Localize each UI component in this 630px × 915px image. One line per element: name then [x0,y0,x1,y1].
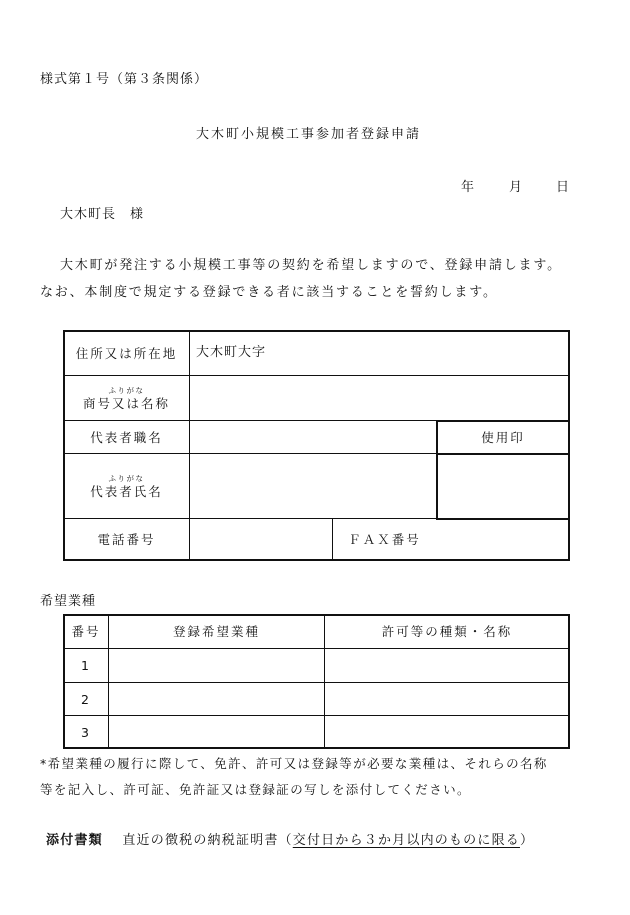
rep-title-label: 代表者職名 [90,429,163,445]
date-month: 月 [509,180,524,195]
attachment-condition: 交付日から３か月以内のものに限る [292,833,520,848]
attachment-label: 添付書類 [46,833,103,848]
address-label: 住所又は所在地 [75,345,178,361]
fax-label: ＦＡＸ番号 [348,532,421,547]
table-row-number: 3 [81,724,91,740]
table-row-industry[interactable] [109,683,324,715]
industry-heading: 希望業種 [40,594,97,609]
attachment-close: ） [519,833,535,848]
body-line-1: 大木町が発注する小規模工事等の契約を希望しますので、登録申請します。 [60,258,562,273]
table-row-permit[interactable] [325,649,569,682]
table-row-number: 1 [81,658,91,673]
form-number-label: 様式第１号（第３条関係） [40,72,209,87]
phone-label: 電話番号 [97,532,156,547]
col-header-permit: 許可等の種類・名称 [381,624,513,639]
table-row-permit[interactable] [325,683,569,715]
company-furigana: ふりがな [108,385,145,395]
company-name-label: ふりがな 商号又は名称 [82,385,170,411]
table-row-permit[interactable] [325,716,569,748]
address-value[interactable]: 大木町大字 [196,345,267,360]
rep-name-label: ふりがな 代表者氏名 [90,473,163,499]
table-row-industry[interactable] [109,716,324,748]
document-title: 大木町小規模工事参加者登録申請 [196,127,422,142]
col-header-industry: 登録希望業種 [172,624,260,639]
body-line-2: なお、本制度で規定する登録できる者に該当することを誓約します。 [40,285,498,300]
table-row-number: 2 [81,691,91,707]
attachment-text: 直近の徴税の納税証明書（ [122,833,293,848]
date-day: 日 [556,180,571,195]
addressee: 大木町長 様 [60,207,145,222]
col-header-number: 番号 [71,624,101,639]
attachment-line [46,833,534,849]
note-line-1: *希望業種の履行に際して、免許、許可又は登録等が必要な業種は、それらの名称 [40,756,548,771]
note-line-2: 等を記入し、許可証、免許証又は登録証の写しを添付してください。 [40,782,471,797]
rep-furigana: ふりがな [108,473,145,483]
seal-label: 使用印 [481,430,525,445]
date-year: 年 [461,180,476,195]
table-row-industry[interactable] [109,649,324,682]
